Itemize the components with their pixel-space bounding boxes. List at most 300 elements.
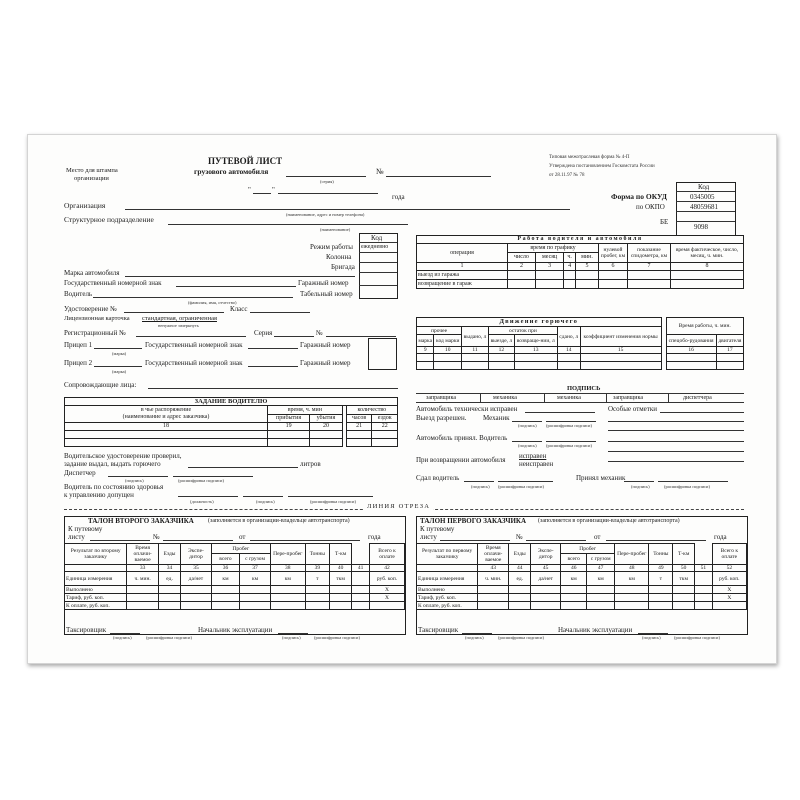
- c1-p5: [587, 602, 615, 610]
- c2-chief-sign-line: [278, 633, 308, 634]
- c1-t6: [615, 594, 649, 602]
- trailer1-brand-line: [94, 348, 142, 349]
- c1-p6: [615, 602, 649, 610]
- brigade-label: Бригада: [331, 263, 355, 271]
- dispatcher-sign-line: [108, 476, 168, 477]
- fuel-s7: [580, 362, 661, 370]
- work-num-4: 4: [564, 263, 576, 271]
- c2-p8: [329, 602, 351, 610]
- trailer2-plate-line: [248, 366, 298, 367]
- sig-div-1: [480, 393, 481, 402]
- c1-taxer-sign-line: [462, 633, 492, 634]
- number-line: [386, 176, 491, 177]
- c2-h-tkm: Т-км: [329, 544, 351, 565]
- c1-u-empty: [695, 572, 713, 586]
- c2-taxer-decode-hint: (расшифровка подписи): [146, 635, 192, 640]
- c2-row-tariff: Тариф, руб. коп.: [65, 594, 127, 602]
- mode-label: Режим работы: [310, 243, 354, 251]
- fuel-special: спецобо-рудования: [666, 335, 716, 347]
- class-line: [250, 312, 310, 313]
- handed-decode-line: [498, 481, 553, 482]
- c1-row-unit: Единица измерения: [417, 572, 478, 586]
- c2-d8: [329, 586, 351, 594]
- stamp-place: Место для штампа: [66, 167, 118, 174]
- task-trips: ездок: [372, 415, 398, 423]
- column-label: Колонна: [326, 253, 352, 261]
- task-num-22: 22: [372, 423, 398, 431]
- c1-done-x: X: [712, 586, 746, 594]
- c1-h-empty: [695, 544, 713, 565]
- handed-sign-line: [464, 481, 494, 482]
- mechanic-sign-line: [512, 421, 542, 422]
- sig-role-5: диспетчера: [683, 395, 712, 401]
- c1-d5: [587, 586, 615, 594]
- c2-t8: [329, 594, 351, 602]
- number-sign: №: [376, 167, 384, 176]
- c2-p2: [158, 602, 180, 610]
- task-row-2a: [65, 439, 268, 447]
- c2-n-41: 41: [352, 565, 370, 572]
- c2-u-2: да/нет: [181, 572, 212, 586]
- c1-n-51: 51: [695, 565, 713, 572]
- coupon2-from: от: [239, 533, 246, 541]
- acc-sign-hint: (подпись): [518, 443, 537, 448]
- coupon2-table: [64, 543, 405, 610]
- garage-no-label: Гаражный номер: [298, 279, 349, 287]
- fuel-title: Движение горючего: [417, 318, 662, 327]
- work-hr: ч.: [564, 253, 576, 263]
- fuel-r5: [514, 354, 557, 362]
- c2-n-42: 42: [370, 565, 405, 572]
- c1-t2: [509, 594, 531, 602]
- fuel-other: прочее: [417, 327, 462, 335]
- fuel-r9: [666, 354, 716, 362]
- c1-n-50: 50: [673, 565, 695, 572]
- work-ret-c6: [628, 280, 671, 289]
- task-num-20: 20: [310, 423, 342, 431]
- sig-role-1: заправщика: [426, 395, 456, 401]
- class-label: Класс: [230, 305, 248, 313]
- c1-n-43: 43: [478, 565, 509, 572]
- c1-u-5: км: [615, 572, 649, 586]
- fuel-s2: [434, 362, 462, 370]
- work-sched: время по графику: [508, 244, 599, 253]
- c2-n-34: 34: [158, 565, 180, 572]
- c2-h-trips: Езды: [158, 544, 180, 565]
- c2-p4: [211, 602, 240, 610]
- page-title: ПУТЕВОЙ ЛИСТ: [208, 156, 283, 166]
- org-hint: (наименование, адрес и номер телефона): [286, 212, 365, 217]
- c1-d3: [531, 586, 561, 594]
- handed-decode-hint: (расшифровка подписи): [498, 484, 544, 489]
- work-num-7: 7: [628, 263, 671, 271]
- task-departure: убытия: [310, 415, 342, 423]
- org-line: [125, 209, 570, 210]
- c1-h-result: Результат по первому заказчику: [417, 544, 478, 565]
- c2-t3: [181, 594, 212, 602]
- c2-t2: [158, 594, 180, 602]
- notes-line: [660, 412, 744, 413]
- work-exit-c3: [564, 271, 576, 280]
- c2-h-mileage: Пробег: [211, 544, 270, 554]
- c2-t6: [270, 594, 305, 602]
- task-row-1d: [346, 431, 372, 439]
- mode-line-4: [359, 272, 397, 273]
- be-label: БЕ: [660, 218, 669, 226]
- health-sign-line: [243, 496, 283, 497]
- task-num-18: 18: [65, 423, 268, 431]
- work-num-8: 8: [671, 263, 744, 271]
- notes-label: Особые отметки: [608, 405, 657, 413]
- c1-p4: [561, 602, 587, 610]
- work-exit-c7: [671, 271, 744, 280]
- c1-taxer-decode-hint: (расшифровка подписи): [498, 635, 544, 640]
- c1-u-4: км: [587, 572, 615, 586]
- trailer1-brand-hint: (марка): [112, 351, 127, 356]
- fuel-s3: [462, 362, 489, 370]
- task-hours: часов: [346, 415, 372, 423]
- c1-chief-sign-hint: (подпись): [642, 635, 661, 640]
- sig-role-3: механика: [557, 395, 581, 401]
- sign-health2: к управлению допущен: [64, 491, 134, 499]
- work-ret-c7: [671, 280, 744, 289]
- c2-t9: [352, 594, 370, 602]
- fuel-num-14: 14: [557, 347, 580, 354]
- c1-tariff-x: X: [712, 594, 746, 602]
- stamp-org: организации: [74, 175, 109, 182]
- c2-d7: [305, 586, 329, 594]
- sign-health1: Водитель по состоянию здоровья: [64, 483, 164, 491]
- work-exit-c5: [599, 271, 628, 280]
- c2-t1: [127, 594, 159, 602]
- mode-kod: Код: [371, 234, 383, 242]
- c2-n-39: 39: [305, 565, 329, 572]
- c2-d9: [352, 586, 370, 594]
- work-ret-c3: [564, 280, 576, 289]
- c2-u-7: ткм: [329, 572, 351, 586]
- be-value: 9098: [694, 223, 708, 231]
- task-num-21: 21: [346, 423, 372, 431]
- notes-line-4: [608, 441, 744, 442]
- c1-n-44: 44: [509, 565, 531, 572]
- fuel-num-15: 15: [580, 347, 661, 354]
- received-decode-hint: (расшифровка подписи): [664, 484, 710, 489]
- driver-hint: (фамилия, имя, отчество): [188, 300, 237, 305]
- work-day: число: [508, 253, 536, 263]
- c1-d7: [649, 586, 673, 594]
- fuel-return: возвраще-нии, л: [514, 335, 557, 347]
- c1-h-total: Всего к оплате: [712, 544, 746, 565]
- c1-p1: [478, 602, 509, 610]
- codes-line-1: [676, 191, 735, 192]
- c1-t9: [695, 594, 713, 602]
- c2-row-done: Выполнено: [65, 586, 127, 594]
- work-exit-c1: [508, 271, 536, 280]
- waybill-sheet: [27, 134, 777, 664]
- reg-no-num-line: [326, 336, 396, 337]
- codes-kod: Код: [698, 183, 710, 191]
- c1-t4: [561, 594, 587, 602]
- trailer2-label: Прицеп 2: [64, 359, 93, 367]
- work-ret-c5: [599, 280, 628, 289]
- c2-h-all: всего: [211, 554, 240, 565]
- c2-taxer: Таксировщик: [66, 626, 107, 634]
- okpo-label: по ОКПО: [636, 203, 665, 211]
- sig-role-4: заправщика: [613, 395, 643, 401]
- c1-d6: [615, 586, 649, 594]
- coupon1-list: листу: [420, 533, 437, 541]
- sig-div-4: [668, 393, 669, 402]
- c2-d4: [211, 586, 240, 594]
- work-zero-run: нулевой пробег, км: [599, 244, 628, 263]
- c2-taxer-sign-line: [110, 633, 140, 634]
- series-line: [286, 176, 366, 177]
- org-label: Организация: [64, 201, 106, 210]
- fuel-code: код марки: [434, 335, 462, 347]
- fuel-coef: коэффициент изменения нормы: [580, 327, 661, 347]
- accepted-label: Автомобиль принял. Водитель: [416, 434, 508, 442]
- coupon1-from-line: [606, 540, 706, 541]
- task-arrival: прибытия: [268, 415, 310, 423]
- fuel-s6: [557, 362, 580, 370]
- c1-d2: [509, 586, 531, 594]
- notes-line-6: [608, 461, 744, 462]
- coupon2-to-list: К путевому: [68, 525, 103, 533]
- c2-d2: [158, 586, 180, 594]
- mechanic-label: Механик: [483, 414, 510, 422]
- c2-d3: [181, 586, 212, 594]
- c2-u-4: км: [240, 572, 271, 586]
- c1-d8: [673, 586, 695, 594]
- c1-row-pay: К оплате, руб. коп.: [417, 602, 478, 610]
- fuel-work-time: Время работы, ч. мин.: [666, 318, 743, 335]
- c2-d6: [270, 586, 305, 594]
- tech-ok: Автомобиль технически исправен: [416, 405, 518, 413]
- c2-u-6: т: [305, 572, 329, 586]
- c1-chief-decode-hint: (расшифровка подписи): [674, 635, 720, 640]
- c2-taxer-sign-hint: (подпись): [113, 635, 132, 640]
- c2-n-37: 37: [240, 565, 271, 572]
- page-subtitle: грузового автомобиля: [194, 167, 269, 176]
- work-month: месяц: [535, 253, 563, 263]
- fuel-s1: [417, 362, 434, 370]
- dispatcher-sign-hint: (подпись): [125, 478, 144, 483]
- c2-n-36: 36: [211, 565, 240, 572]
- reg-series-label: Серия: [254, 329, 273, 337]
- fuel-s4: [489, 362, 515, 370]
- coupon2-no-line: [163, 540, 233, 541]
- work-return: возвращение в гараж: [417, 280, 508, 289]
- c2-u-5: км: [270, 572, 305, 586]
- sign-dispatcher: Диспетчер: [64, 469, 96, 477]
- sig-div-2: [544, 393, 545, 402]
- c1-u-3: км: [561, 572, 587, 586]
- c1-h-tons: Тонны: [649, 544, 673, 565]
- coupon1-no-line: [526, 540, 586, 541]
- fuel-r7: [580, 354, 661, 362]
- c1-h-time: Время оплачи-ваемое: [478, 544, 509, 565]
- c2-h-overrun: Пере-пробег: [270, 544, 305, 565]
- license-label: Удостоверение №: [64, 305, 117, 313]
- signature-title: ПОДПИСЬ: [567, 385, 601, 392]
- trailer2-brand-hint: (марка): [112, 369, 127, 374]
- work-num-2: 2: [508, 263, 536, 271]
- notes-line-2: [608, 421, 744, 422]
- c1-h-all: всего: [561, 554, 587, 565]
- c1-t1: [478, 594, 509, 602]
- codes-line-3: [676, 211, 735, 212]
- work-min: мин.: [576, 253, 599, 263]
- fuel-s10: [716, 362, 743, 370]
- task-row-2b: [268, 439, 310, 447]
- fuel-r1: [417, 354, 434, 362]
- okud-value: 0345005: [690, 193, 715, 201]
- form-approved-date: от 28.11.97 № 78: [549, 173, 585, 178]
- lic-card-value: стандартная, ограниченная: [142, 315, 217, 322]
- coupon1-title: ТАЛОН ПЕРВОГО ЗАКАЗЧИКА: [420, 517, 527, 525]
- c1-u-1: ед.: [509, 572, 531, 586]
- exit-ok: Выезд разрешен.: [416, 414, 467, 422]
- signature-bottom-line: [416, 402, 744, 403]
- c2-h-empty: [352, 544, 370, 565]
- fuel-engine: двигателя: [716, 335, 743, 347]
- escort-line: [148, 388, 398, 389]
- okpo-value: 48059681: [690, 203, 718, 211]
- c1-p3: [531, 602, 561, 610]
- date-quote-close: ": [272, 186, 275, 194]
- coupon2-title: ТАЛОН ВТОРОГО ЗАКАЗЧИКА: [88, 517, 194, 525]
- c2-t4: [211, 594, 240, 602]
- fuel-r6: [557, 354, 580, 362]
- struct-label: Структурное подразделение: [64, 215, 154, 224]
- c1-h-overrun: Пере-пробег: [615, 544, 649, 565]
- c1-p10: [712, 602, 746, 610]
- c2-n-0: [65, 565, 127, 572]
- c1-d1: [478, 586, 509, 594]
- sign-l1: Водительское удостоверение проверил,: [64, 452, 182, 460]
- work-num-3: 3: [535, 263, 563, 271]
- c2-h-tons: Тонны: [305, 544, 329, 565]
- c2-p6: [270, 602, 305, 610]
- c2-chief-decode-hint: (расшифровка подписи): [314, 635, 360, 640]
- work-exit-c4: [576, 271, 599, 280]
- c1-u-2: да/нет: [531, 572, 561, 586]
- c1-u-7: ткм: [673, 572, 695, 586]
- c1-t7: [649, 594, 673, 602]
- c1-t5: [587, 594, 615, 602]
- task-row-1c: [310, 431, 342, 439]
- codes-line-2: [676, 201, 735, 202]
- c1-h-tkm: Т-км: [673, 544, 695, 565]
- state-plate-label: Государственный номерной знак: [64, 279, 162, 287]
- c1-chief: Начальник эксплуатации: [558, 626, 633, 634]
- task-title: ЗАДАНИЕ ВОДИТЕЛЮ: [65, 398, 398, 406]
- sign-l2: задание выдал, выдать горючего: [64, 460, 161, 468]
- acc-decode-hint: (расшифровка подписи): [546, 443, 592, 448]
- coupon1-to-list: К путевому: [420, 525, 455, 533]
- c2-u-3: км: [211, 572, 240, 586]
- coupon1-year: года: [714, 533, 727, 541]
- driver-label: Водитель: [64, 290, 93, 298]
- task-qty-hdr: количество: [346, 406, 397, 415]
- state-plate-line: [176, 286, 296, 287]
- struct-hint: (наименование): [320, 227, 351, 232]
- fuel-mark: марка: [417, 335, 434, 347]
- c1-n-49: 49: [649, 565, 673, 572]
- return-good: исправен: [519, 452, 547, 460]
- coupon2-from-line: [250, 540, 360, 541]
- c2-row-unit: Единица измерения: [65, 572, 127, 586]
- fuel-remain: остаток при: [489, 327, 558, 335]
- c2-n-38: 38: [270, 565, 305, 572]
- reg-series-line: [274, 336, 314, 337]
- coupon1-table: [416, 543, 747, 610]
- work-exit: выезд из гаража: [417, 271, 508, 280]
- task-time-hdr: время, ч. мин: [268, 406, 343, 415]
- c2-n-40: 40: [329, 565, 351, 572]
- c1-p7: [649, 602, 673, 610]
- c1-u-0: ч. мин.: [478, 572, 509, 586]
- c2-t7: [305, 594, 329, 602]
- c2-t5: [240, 594, 271, 602]
- health-pos-hint: (должность): [190, 499, 214, 504]
- coupon2-list-line: [90, 540, 150, 541]
- c1-row-tariff: Тариф, руб. коп.: [417, 594, 478, 602]
- task-row-1b: [268, 431, 310, 439]
- fuel-issued: выдано, л: [462, 327, 489, 347]
- series-hint: (серия): [320, 179, 334, 184]
- coupon1-no: №: [516, 533, 523, 541]
- work-ret-c1: [508, 280, 536, 289]
- c2-tariff-x: X: [370, 594, 405, 602]
- trailer1-plate-line: [248, 348, 298, 349]
- handed-label: Сдал водитель: [416, 474, 460, 482]
- fuel-r3: [462, 354, 489, 362]
- c1-taxer: Таксировщик: [418, 626, 459, 634]
- c1-u-6: т: [649, 572, 673, 586]
- c1-n-46: 46: [561, 565, 587, 572]
- mode-line-3: [359, 262, 397, 263]
- form-type: Типовая межотраслевая форма № 4-П: [549, 155, 630, 160]
- fuel-s9: [666, 362, 716, 370]
- trailer-garage-box: [368, 338, 397, 370]
- c2-u-8: руб. коп.: [370, 572, 405, 586]
- c1-h-cargo: с грузом: [587, 554, 615, 565]
- trailer2-brand-line: [94, 366, 142, 367]
- work-title: Работа водителя и автомобиля: [417, 236, 744, 244]
- on-return: При возвращении автомобиля: [416, 456, 506, 464]
- task-dispose: [65, 406, 268, 423]
- c1-t3: [531, 594, 561, 602]
- received-sign-hint: (подпись): [631, 484, 650, 489]
- coupon1-note: (заполняется в организации-владельце автотранспорта): [538, 518, 680, 524]
- c2-p10: [370, 602, 405, 610]
- received-sign-line: [624, 481, 654, 482]
- task-row-2c: [310, 439, 342, 447]
- c1-p8: [673, 602, 695, 610]
- fuel-s5: [514, 362, 557, 370]
- work-num-5: 5: [576, 263, 599, 271]
- c1-h-forwarder: Экспе-дитор: [531, 544, 561, 565]
- fuel-gap2: [661, 327, 666, 335]
- received-label: Принял механик: [576, 474, 626, 482]
- c2-u-empty: [352, 572, 370, 586]
- c1-p9: [695, 602, 713, 610]
- c1-h-mileage: Пробег: [561, 544, 615, 554]
- fuel-issue-line: [188, 467, 298, 468]
- work-exit-c6: [628, 271, 671, 280]
- fuel-r2: [434, 354, 462, 362]
